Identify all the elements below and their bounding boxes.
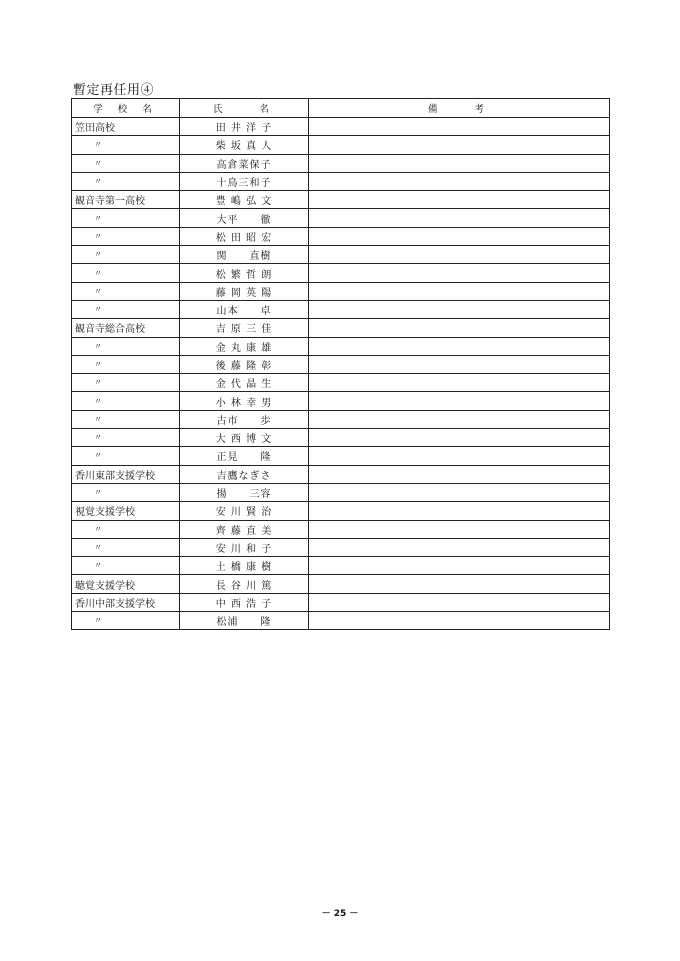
cell-name: 松浦 隆 xyxy=(180,612,309,630)
table-row xyxy=(72,191,610,209)
cell-note xyxy=(309,154,610,172)
header-note: 備 考 xyxy=(309,99,610,118)
cell-name: 関 直樹 xyxy=(180,246,309,264)
table-row xyxy=(72,502,610,520)
cell-school: 〃 xyxy=(72,538,180,556)
cell-school: 笠田高校 xyxy=(72,118,180,136)
cell-name: 大平 徹 xyxy=(180,209,309,227)
table-row xyxy=(72,319,610,337)
cell-note xyxy=(309,612,610,630)
cell-note xyxy=(309,483,610,501)
cell-school: 〃 xyxy=(72,136,180,154)
page-heading: 暫定再任用④ xyxy=(73,83,155,98)
cell-note xyxy=(309,319,610,337)
cell-note xyxy=(309,593,610,611)
cell-school: 〃 xyxy=(72,429,180,447)
cell-school: 〃 xyxy=(72,520,180,538)
cell-school: 観音寺第一高校 xyxy=(72,191,180,209)
cell-school: 〃 xyxy=(72,557,180,575)
cell-school: 〃 xyxy=(72,355,180,373)
cell-note xyxy=(309,172,610,190)
cell-note xyxy=(309,136,610,154)
cell-note xyxy=(309,282,610,300)
cell-school: 〃 xyxy=(72,154,180,172)
cell-note xyxy=(309,557,610,575)
cell-name: 柴 坂 真 人 xyxy=(180,136,309,154)
cell-name: 土 橋 康 樹 xyxy=(180,557,309,575)
table-row xyxy=(72,429,610,447)
page-number: － 25 － xyxy=(321,909,359,919)
cell-school: 香川中部支援学校 xyxy=(72,593,180,611)
cell-name: 藤 岡 英 陽 xyxy=(180,282,309,300)
cell-name: 中 西 浩 子 xyxy=(180,593,309,611)
cell-note xyxy=(309,118,610,136)
cell-school: 聴覚支援学校 xyxy=(72,575,180,593)
table-row xyxy=(72,410,610,428)
cell-note xyxy=(309,191,610,209)
cell-school: 〃 xyxy=(72,209,180,227)
cell-school: 〃 xyxy=(72,300,180,318)
cell-school: 視覚支援学校 xyxy=(72,502,180,520)
table-row xyxy=(72,557,610,575)
table-row xyxy=(72,538,610,556)
cell-note xyxy=(309,300,610,318)
cell-note xyxy=(309,227,610,245)
cell-name: 吉鷹なぎさ xyxy=(180,465,309,483)
table-row xyxy=(72,209,610,227)
cell-note xyxy=(309,575,610,593)
cell-name: 吉 原 三 佳 xyxy=(180,319,309,337)
table-row xyxy=(72,282,610,300)
cell-note xyxy=(309,538,610,556)
cell-note xyxy=(309,246,610,264)
cell-name: 松 繁 哲 朗 xyxy=(180,264,309,282)
cell-name: 山本 卓 xyxy=(180,300,309,318)
cell-name: 豊 嶋 弘 文 xyxy=(180,191,309,209)
cell-note xyxy=(309,429,610,447)
cell-note xyxy=(309,337,610,355)
cell-school: 〃 xyxy=(72,392,180,410)
cell-name: 後 藤 隆 彰 xyxy=(180,355,309,373)
table-row xyxy=(72,612,610,630)
cell-note xyxy=(309,447,610,465)
cell-name: 高倉菜保子 xyxy=(180,154,309,172)
table-row xyxy=(72,154,610,172)
cell-school: 〃 xyxy=(72,410,180,428)
cell-school: 〃 xyxy=(72,227,180,245)
table-row xyxy=(72,575,610,593)
cell-name: 揚 三容 xyxy=(180,483,309,501)
cell-school: 香川東部支援学校 xyxy=(72,465,180,483)
cell-note xyxy=(309,264,610,282)
cell-name: 金 丸 康 雄 xyxy=(180,337,309,355)
table-row xyxy=(72,264,610,282)
cell-name: 正見 隆 xyxy=(180,447,309,465)
cell-school: 〃 xyxy=(72,282,180,300)
table-row xyxy=(72,136,610,154)
cell-note xyxy=(309,520,610,538)
cell-name: 安 川 和 子 xyxy=(180,538,309,556)
cell-note xyxy=(309,465,610,483)
cell-school: 〃 xyxy=(72,172,180,190)
cell-note xyxy=(309,392,610,410)
cell-school: 〃 xyxy=(72,447,180,465)
cell-school: 〃 xyxy=(72,264,180,282)
cell-note xyxy=(309,374,610,392)
cell-name: 長 谷 川 篤 xyxy=(180,575,309,593)
table-row xyxy=(72,465,610,483)
cell-name: 金 代 晶 生 xyxy=(180,374,309,392)
cell-note xyxy=(309,355,610,373)
table-header-row xyxy=(72,99,610,118)
table-row xyxy=(72,246,610,264)
reappointment-table xyxy=(71,98,610,630)
table-row xyxy=(72,227,610,245)
table-row xyxy=(72,593,610,611)
cell-name: 小 林 幸 男 xyxy=(180,392,309,410)
table-row xyxy=(72,355,610,373)
table-row xyxy=(72,520,610,538)
cell-note xyxy=(309,502,610,520)
cell-name: 松 田 昭 宏 xyxy=(180,227,309,245)
table-row xyxy=(72,300,610,318)
table-row xyxy=(72,337,610,355)
table-row xyxy=(72,172,610,190)
cell-school: 〃 xyxy=(72,337,180,355)
cell-school: 〃 xyxy=(72,483,180,501)
cell-note xyxy=(309,209,610,227)
cell-name: 田 井 洋 子 xyxy=(180,118,309,136)
cell-name: 大 西 博 文 xyxy=(180,429,309,447)
cell-school: 〃 xyxy=(72,246,180,264)
cell-name: 古市 歩 xyxy=(180,410,309,428)
cell-name: 安 川 賢 治 xyxy=(180,502,309,520)
table-row xyxy=(72,483,610,501)
table-row xyxy=(72,374,610,392)
header-name: 氏 名 xyxy=(180,99,309,118)
cell-school: 観音寺総合高校 xyxy=(72,319,180,337)
cell-school: 〃 xyxy=(72,374,180,392)
cell-name: 齊 藤 直 美 xyxy=(180,520,309,538)
table-row xyxy=(72,392,610,410)
table-row xyxy=(72,447,610,465)
cell-name: 十鳥三和子 xyxy=(180,172,309,190)
cell-school: 〃 xyxy=(72,612,180,630)
table-row xyxy=(72,118,610,136)
cell-note xyxy=(309,410,610,428)
header-school: 学 校 名 xyxy=(72,99,180,118)
